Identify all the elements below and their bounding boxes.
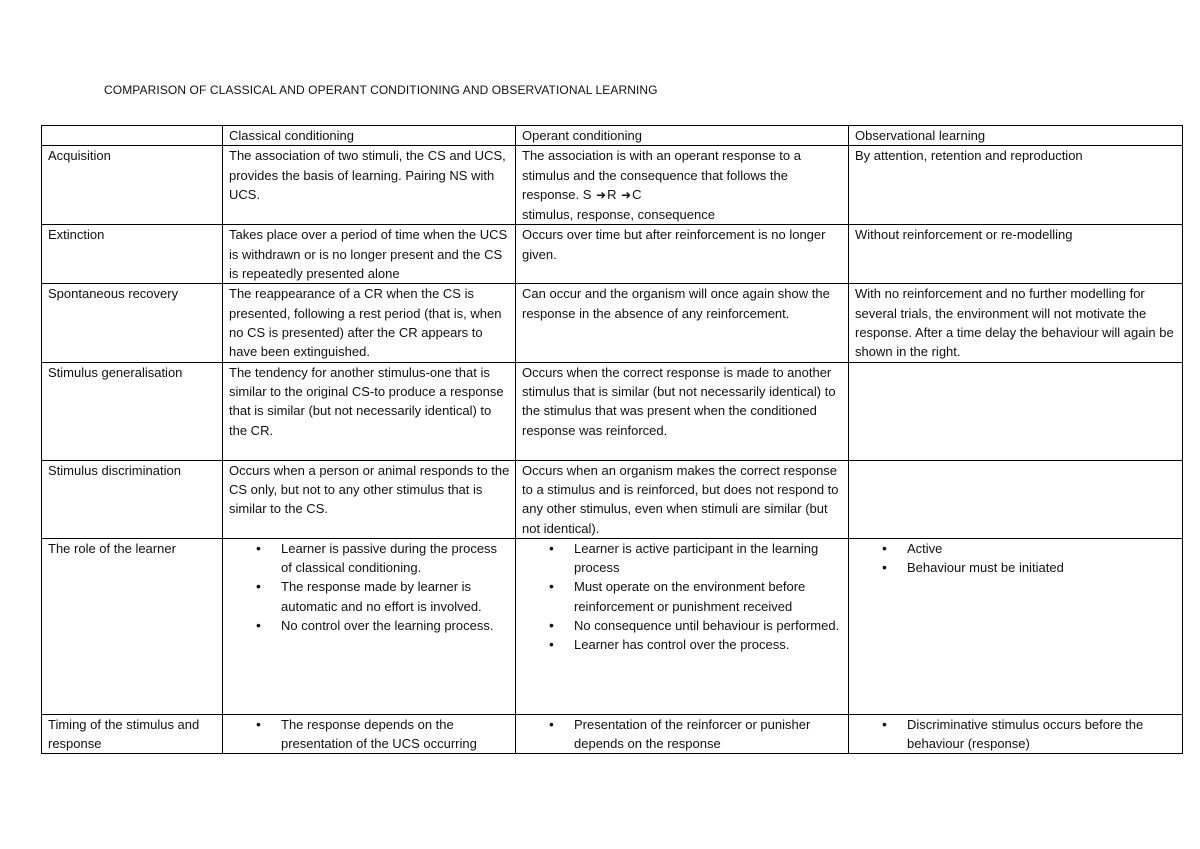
- header-classical: Classical conditioning: [223, 126, 516, 146]
- row-label: Spontaneous recovery: [42, 284, 223, 362]
- operant-text-line2: stimulus, response, consequence: [522, 207, 715, 223]
- list-item: • The response depends on the presentation of the UCS occurring: [281, 715, 510, 754]
- cell-observational: With no reinforcement and no further modelling for several trials, the environment will not motivate the response. After a time delay the behaviour will again be shown in the right.: [849, 284, 1183, 362]
- row-stimulus-generalisation: [42, 362, 1183, 460]
- header-observational: Observational learning: [849, 126, 1183, 146]
- list-item: • Presentation of the reinforcer or punisher depends on the response: [574, 715, 843, 754]
- row-spontaneous-recovery: [42, 284, 1183, 362]
- list-item: • Learner is active participant in the learning process: [574, 539, 843, 578]
- bullet-list: [229, 539, 510, 635]
- cell-observational: [849, 714, 1183, 754]
- header-operant: Operant conditioning: [516, 126, 849, 146]
- cell-classical: Takes place over a period of time when the UCS is withdrawn or is no longer present and the CS is repeatedly presented alone: [223, 225, 516, 284]
- list-item: • Active: [907, 539, 1177, 558]
- arrow-right-icon: ➜: [621, 187, 632, 202]
- bullet-list: [522, 715, 843, 754]
- row-timing: [42, 714, 1183, 754]
- row-acquisition: [42, 146, 1183, 225]
- arrow-right-icon: ➜: [596, 187, 607, 202]
- row-stimulus-discrimination: [42, 460, 1183, 538]
- row-label: The role of the learner: [42, 538, 223, 714]
- cell-operant: Occurs when an organism makes the correct response to a stimulus and is reinforced, but does not respond to any other stimulus, even when stimuli are similar (but not identical).: [516, 460, 849, 538]
- cell-classical: [223, 714, 516, 754]
- cell-operant: Occurs when the correct response is made to another stimulus that is similar (but not necessarily identical) to the stimulus that was present when the conditioned response was reinforced.: [516, 362, 849, 460]
- cell-classical: The tendency for another stimulus-one that is similar to the original CS-to produce a response that is similar (but not necessarily identical) to the CR.: [223, 362, 516, 460]
- bullet-list: [855, 715, 1177, 754]
- list-item: • Behaviour must be initiated: [907, 558, 1177, 577]
- cell-observational: By attention, retention and reproduction: [849, 146, 1183, 225]
- cell-observational: Without reinforcement or re-modelling: [849, 225, 1183, 284]
- list-item: • Learner is passive during the process of classical conditioning.: [281, 539, 510, 578]
- operant-c: C: [632, 186, 642, 202]
- cell-observational: [849, 460, 1183, 538]
- header-row: [42, 126, 1183, 146]
- row-label: Timing of the stimulus and response: [42, 714, 223, 754]
- bullet-list: [229, 715, 510, 754]
- list-item: • Must operate on the environment before reinforcement or punishment received: [574, 577, 843, 616]
- cell-classical: The reappearance of a CR when the CS is presented, following a rest period (that is, when no CS is presented) after the CR appears to have been extinguished.: [223, 284, 516, 362]
- row-role-of-learner: [42, 538, 1183, 714]
- operant-r: R: [607, 186, 617, 202]
- list-item: • No consequence until behaviour is performed.: [574, 616, 843, 635]
- cell-classical: Occurs when a person or animal responds to the CS only, but not to any other stimulus that is similar to the CS.: [223, 460, 516, 538]
- bullet-list: [522, 539, 843, 655]
- cell-operant: [516, 714, 849, 754]
- bullet-list: [855, 539, 1177, 578]
- document-title: COMPARISON OF CLASSICAL AND OPERANT CONDITIONING AND OBSERVATIONAL LEARNING: [104, 83, 658, 97]
- list-item: • Discriminative stimulus occurs before the behaviour (response): [907, 715, 1177, 754]
- cell-operant: Can occur and the organism will once again show the response in the absence of any reinforcement.: [516, 284, 849, 362]
- row-label: Extinction: [42, 225, 223, 284]
- cell-observational: [849, 538, 1183, 714]
- list-item: • The response made by learner is automatic and no effort is involved.: [281, 577, 510, 616]
- list-item: • Learner has control over the process.: [574, 635, 843, 654]
- cell-operant: [516, 146, 849, 225]
- row-extinction: [42, 225, 1183, 284]
- row-label: Acquisition: [42, 146, 223, 225]
- comparison-table: [41, 125, 1183, 754]
- list-item: • No control over the learning process.: [281, 616, 510, 635]
- row-label: Stimulus discrimination: [42, 460, 223, 538]
- operant-text: The association is with an operant response to a stimulus and the consequence that follows the response. S: [522, 148, 801, 202]
- cell-classical: [223, 538, 516, 714]
- row-label: Stimulus generalisation: [42, 362, 223, 460]
- cell-observational: [849, 362, 1183, 460]
- cell-operant: Occurs over time but after reinforcement is no longer given.: [516, 225, 849, 284]
- cell-operant: [516, 538, 849, 714]
- header-empty: [42, 126, 223, 146]
- cell-classical: The association of two stimuli, the CS and UCS, provides the basis of learning. Pairing NS with UCS.: [223, 146, 516, 225]
